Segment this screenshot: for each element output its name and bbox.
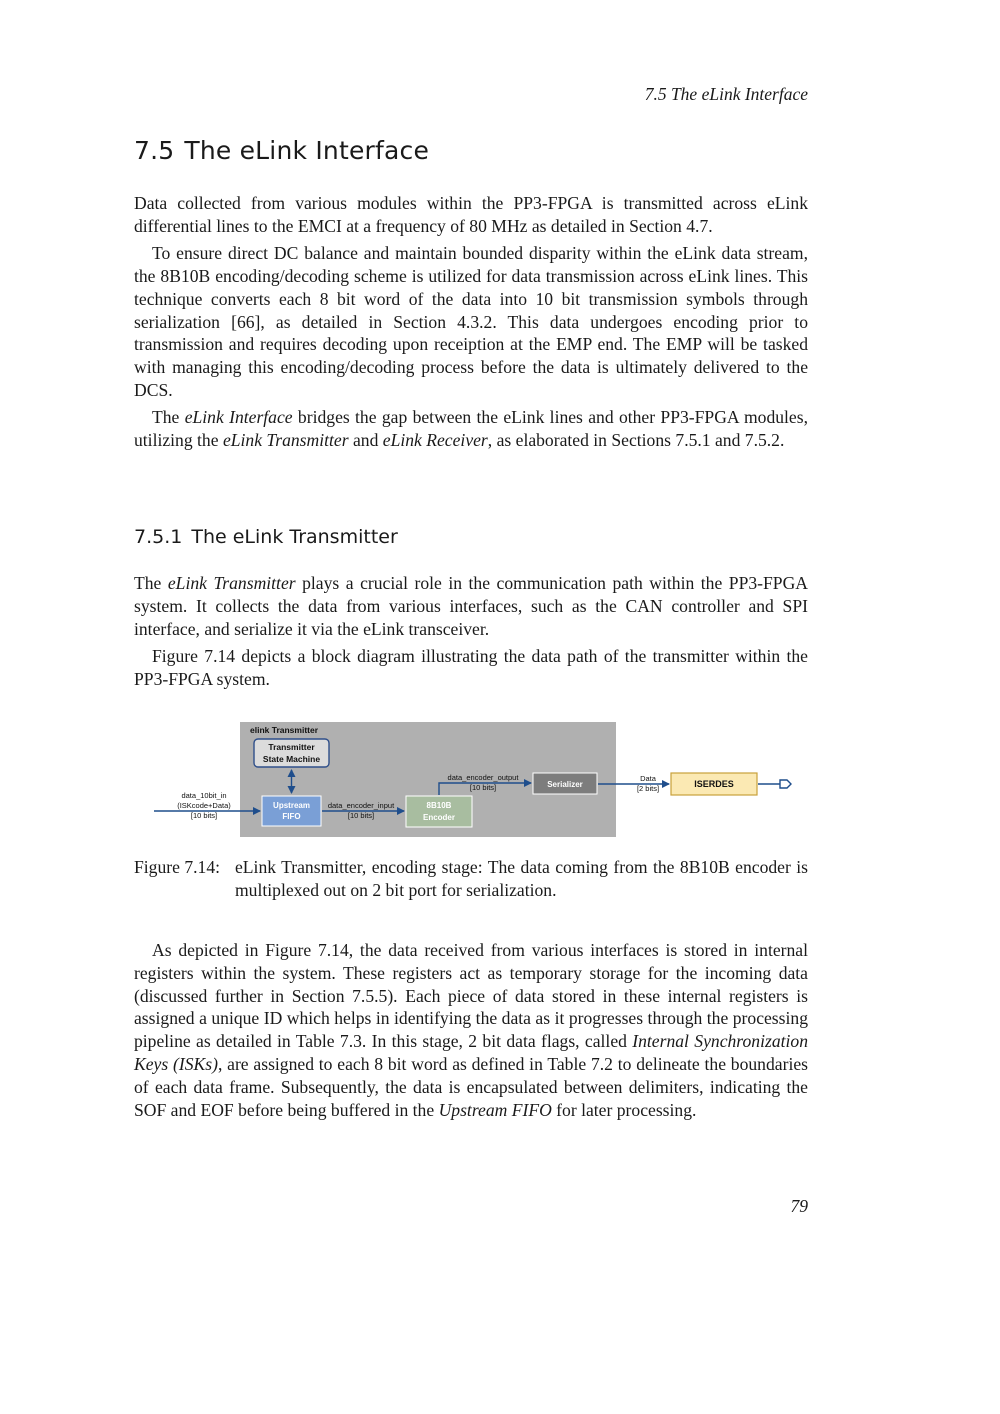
- text-run: bridges the gap between the eLink lines and other PP3-FPGA modules, utilizing the: [134, 407, 808, 451]
- caption-text: eLink Transmitter, encoding stage: The data coming from the 8B10B encoder is multiplexed out on 2 bit port for serialization.: [235, 857, 808, 900]
- paragraph-data-path: [134, 939, 808, 1121]
- serializer-label: Serializer: [547, 780, 583, 789]
- upstream-fifo-label-line2: FIFO: [282, 812, 301, 821]
- emphasis-elink-receiver: eLink Receiver: [382, 430, 488, 451]
- text-run: As depicted in Figure 7.14, the data received from various interfaces is stored in internal registers within the system. These registers act as temporary storage for the incoming data (discussed further in Section 7.5.5). Each piece of data stored in these internal registers is assigned a unique ID which helps in identifying the data as it progresses through the processing pipeline as detailed in Table 7.3. In this stage, 2 bit data flags, called: [134, 940, 808, 1052]
- data-label-line2: [2 bits]: [636, 784, 660, 793]
- text-run: The: [134, 573, 168, 593]
- subsection-title: [134, 526, 398, 548]
- paragraph-figure-ref: Figure 7.14 depicts a block diagram illustrating the data path of the transmitter within the PP3-FPGA system.: [134, 645, 808, 689]
- text-run: , are assigned to each 8 bit word as defined in Table 7.2 to delineate the boundaries of each data frame. Subsequently, the data is encapsulated between delimiters, indicating the SOF and EOF before being buffered in the: [134, 1053, 808, 1120]
- section-number: 7.5: [134, 136, 175, 165]
- closing-body: [134, 939, 808, 1126]
- figure-block-diagram: [150, 719, 800, 841]
- section-body: [134, 192, 808, 457]
- paragraph-intro: Data collected from various modules within the PP3-FPGA is transmitted across eLink differential lines to the EMCI at a frequency of 80 MHz as detailed in Section 4.7.: [134, 193, 808, 236]
- text-run: The: [152, 407, 185, 428]
- output-port-icon: [780, 780, 791, 788]
- emphasis-elink-interface: eLink Interface: [184, 407, 293, 428]
- subsection-number: 7.5.1: [134, 526, 183, 548]
- page-number: 79: [790, 1196, 808, 1216]
- encoder-output-label-line1: data_encoder_output: [447, 773, 519, 782]
- paragraph-transmitter-role: [134, 572, 808, 640]
- transmitter-group-label: elink Transmitter: [250, 725, 319, 735]
- subsection-title-text: The eLink Transmitter: [191, 526, 398, 548]
- block-diagram-svg: [150, 719, 800, 841]
- encoder-output-label-line2: [10 bits]: [469, 783, 497, 792]
- emphasis-elink-transmitter: eLink Transmitter: [222, 430, 349, 451]
- upstream-fifo-label-line1: Upstream: [273, 801, 310, 810]
- text-run: plays a crucial role in the communication path within the PP3-FPGA system. It collects the data from various interfaces, such as the CAN controller and SPI interface, and serialize it via the eLink transceiver.: [134, 573, 808, 639]
- paragraph-interface: [134, 406, 808, 452]
- data-label-line1: Data: [640, 774, 656, 783]
- subsection-body: [134, 572, 808, 695]
- emphasis-isk: Internal Synchronization Keys (ISKs): [134, 1031, 808, 1074]
- encoder-input-label-line1: data_encoder_input: [327, 801, 395, 810]
- caption-label: Figure 7.14:: [134, 857, 221, 877]
- iserdes-label: ISERDES: [694, 779, 734, 789]
- encoder-label-line2: Encoder: [422, 813, 456, 822]
- paragraph-encoding: To ensure direct DC balance and maintain bounded disparity within the eLink data stream, the 8B10B encoding/decoding scheme is utilized for data transmission across eLink lines. This technique converts each 8 bit word of the data into 10 bit transmission symbols through serialization [66], as detailed in Section 4.3.2. This data undergoes encoding prior to transmission and requires decoding upon receiption at the EMP end. The EMP will be tasked with managing this encoding/decoding process before the data is ultimately delivered to the DCS.: [134, 243, 808, 400]
- encoder-input-label-line2: [10 bits]: [347, 811, 375, 820]
- figure-caption: [134, 856, 808, 902]
- section-title-text: The eLink Interface: [184, 136, 430, 165]
- text-run: , as elaborated in Sections 7.5.1 and 7.5.2.: [487, 430, 785, 451]
- input-label-line1: data_10bit_in: [181, 791, 227, 800]
- emphasis-elink-transmitter: eLink Transmitter: [167, 573, 296, 593]
- input-label-line2: (ISKcode+Data): [177, 801, 231, 810]
- state-machine-label-line2: State Machine: [262, 754, 321, 764]
- section-title: [134, 136, 429, 165]
- input-label-line3: [10 bits]: [190, 811, 218, 820]
- emphasis-upstream-fifo: Upstream FIFO: [438, 1099, 552, 1120]
- state-machine-label-line1: Transmitter: [268, 742, 315, 752]
- text-run: for later processing.: [551, 1099, 697, 1120]
- text-run: and: [348, 430, 383, 451]
- encoder-label-line1: 8B10B: [426, 801, 452, 810]
- running-header: 7.5 The eLink Interface: [644, 84, 808, 104]
